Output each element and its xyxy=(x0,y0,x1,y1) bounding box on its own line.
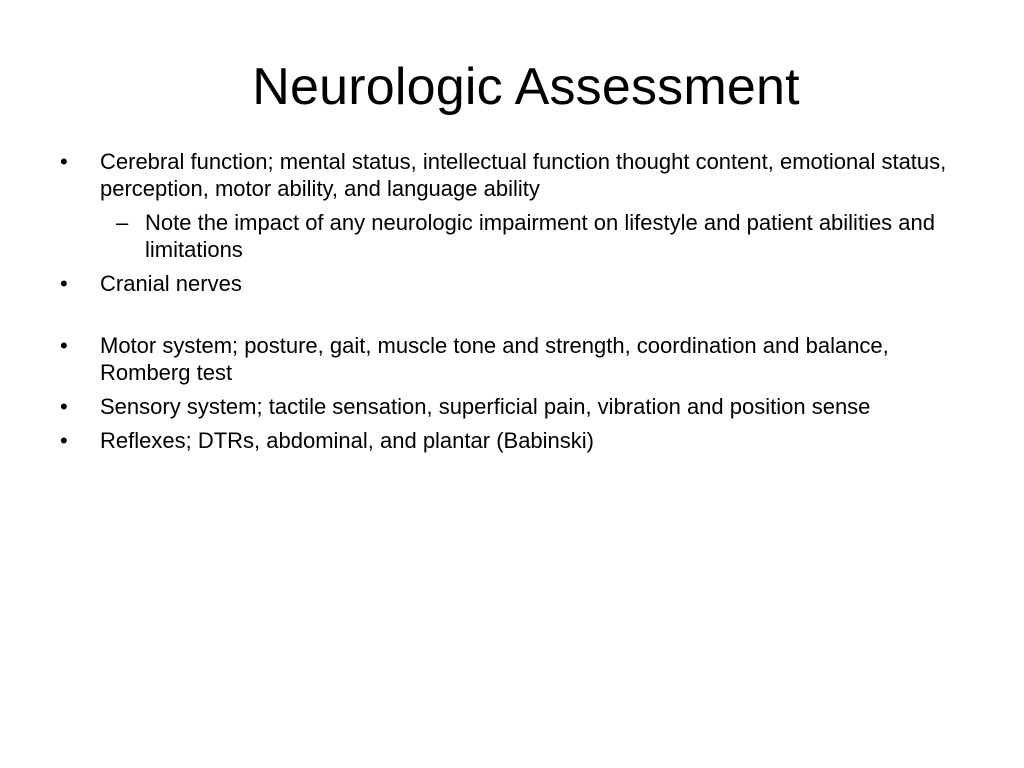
list-item xyxy=(60,332,960,386)
bullet-marker: • xyxy=(60,333,68,358)
list-item-text: Cranial nerves xyxy=(100,271,242,296)
list-item-text: Motor system; posture, gait, muscle tone and strength, coordination and balance, Romberg test xyxy=(100,333,889,385)
bullet-marker: • xyxy=(60,394,68,419)
list-item xyxy=(60,427,960,454)
dash-marker: – xyxy=(116,210,129,235)
list-item-text: Reflexes; DTRs, abdominal, and plantar (Babinski) xyxy=(100,428,595,453)
list-item-text: Sensory system; tactile sensation, superficial pain, vibration and position sense xyxy=(100,394,871,419)
bullet-marker: • xyxy=(60,149,68,174)
list-item xyxy=(60,393,960,420)
list-item xyxy=(60,148,960,202)
bullet-marker: • xyxy=(60,428,68,453)
list-item-text: Cerebral function; mental status, intellectual function thought content, emotional status, perception, motor ability, and language ability xyxy=(100,149,947,201)
list-item-text: Note the impact of any neurologic impairment on lifestyle and patient abilities and limitations xyxy=(145,210,936,262)
bullet-list xyxy=(60,148,960,454)
bullet-marker: • xyxy=(60,271,68,296)
slide-title: Neurologic Assessment xyxy=(252,58,800,116)
sub-list-item xyxy=(60,209,960,263)
list-item xyxy=(60,270,960,297)
